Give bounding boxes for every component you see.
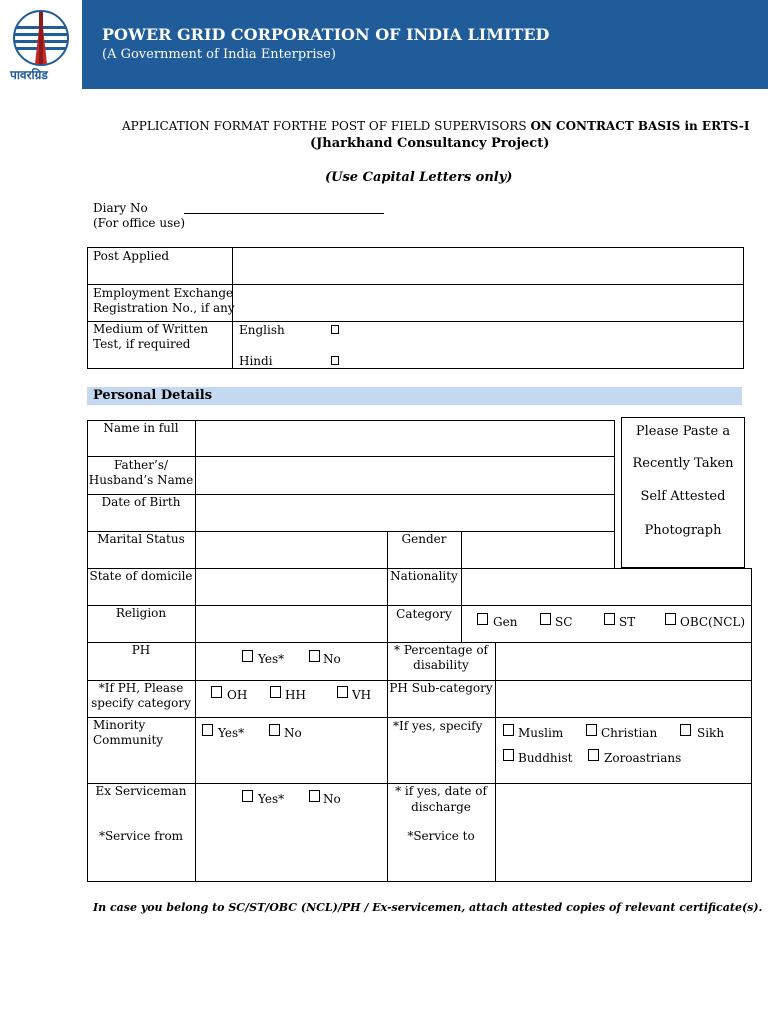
header-banner: [0, 0, 768, 89]
row-line: [87, 284, 744, 285]
dob-field[interactable]: [197, 496, 613, 531]
sikh-label: Sikh: [697, 726, 725, 740]
marital-field[interactable]: [197, 533, 385, 567]
category-label: Category: [396, 607, 452, 621]
buddhist-label: Buddhist: [518, 751, 573, 765]
zoroastrians-label: Zoroastrians: [604, 751, 682, 765]
father-label-2: Husband’s Name: [88, 473, 194, 487]
oh-label: OH: [227, 688, 248, 702]
gender-field[interactable]: [463, 533, 613, 567]
category-sc-checkbox[interactable]: [540, 613, 551, 625]
ph-label: PH: [131, 643, 151, 657]
english-option-label: English: [239, 323, 285, 337]
discharge-date-label-1: * if yes, date of: [395, 784, 487, 798]
sikh-checkbox[interactable]: [680, 724, 691, 736]
vh-label: VH: [352, 688, 372, 702]
ph-no-label: No: [323, 652, 341, 666]
ex-serviceman-no-checkbox[interactable]: [309, 790, 320, 802]
marital-label: Marital Status: [97, 532, 185, 546]
pct-disability-label-2: disability: [413, 658, 469, 672]
ph-yes-checkbox[interactable]: [242, 650, 253, 662]
photo-text-3: Self Attested: [640, 489, 726, 504]
minority-no-checkbox[interactable]: [269, 724, 280, 736]
form-instruction: (Use Capital Letters only): [325, 170, 513, 185]
father-field[interactable]: [197, 458, 613, 493]
christian-checkbox[interactable]: [586, 724, 597, 736]
diary-input-line[interactable]: [184, 213, 384, 214]
emp-exchange-label-1: Employment Exchange: [93, 286, 234, 300]
hh-label: HH: [285, 688, 306, 702]
photo-text-1: Please Paste a: [635, 424, 731, 439]
christian-label: Christian: [601, 726, 658, 740]
category-gen-label: Gen: [493, 615, 518, 629]
nationality-label: Nationality: [390, 569, 458, 583]
category-obc-checkbox[interactable]: [665, 613, 676, 625]
category-sc-label: SC: [555, 615, 573, 629]
photo-text-2: Recently Taken: [632, 456, 734, 471]
ex-serviceman-yes-checkbox[interactable]: [242, 790, 253, 802]
if-ph-label-1: *If PH, Please: [98, 681, 184, 695]
ex-serviceman-no-label: No: [323, 792, 341, 806]
minority-label-2: Community: [93, 733, 164, 747]
name-label: Name in full: [103, 421, 179, 435]
ph-subcategory-field[interactable]: [497, 682, 750, 716]
post-applied-label: Post Applied: [93, 249, 170, 263]
certificate-note: In case you belong to SC/ST/OBC (NCL)/PH / Ex-servicemen, attach attested copies of relevant certificate(s).: [93, 901, 763, 914]
hindi-option-label: Hindi: [239, 354, 273, 368]
service-from-label: *Service from: [98, 829, 184, 843]
ex-serviceman-label: Ex Serviceman: [95, 784, 187, 798]
logo-hindi-text: पावरग्रिड: [10, 68, 48, 82]
category-st-checkbox[interactable]: [604, 613, 615, 625]
religion-field[interactable]: [197, 607, 385, 641]
form-title-line1: APPLICATION FORMAT FORTHE POST OF FIELD SUPERVISORS ON CONTRACT BASIS in ERTS-I: [122, 119, 750, 133]
hh-checkbox[interactable]: [270, 686, 281, 698]
zoroastrians-checkbox[interactable]: [588, 749, 599, 761]
minority-label-1: Minority: [93, 718, 146, 732]
discharge-date-field[interactable]: [497, 785, 750, 880]
category-st-label: ST: [619, 615, 636, 629]
if-yes-specify-label: *If yes, specify: [393, 719, 483, 733]
buddhist-checkbox[interactable]: [503, 749, 514, 761]
row-line: [87, 456, 615, 457]
emp-exchange-label-2: Registration No., if any: [93, 301, 235, 315]
father-label-1: Father’s/: [113, 458, 169, 472]
company-logo: [0, 0, 82, 89]
oh-checkbox[interactable]: [211, 686, 222, 698]
emp-exchange-field[interactable]: [234, 286, 742, 320]
pct-disability-field[interactable]: [497, 645, 750, 679]
diary-sub-label: (For office use): [93, 216, 186, 230]
company-subtitle: (A Government of India Enterprise): [102, 47, 336, 62]
category-gen-checkbox[interactable]: [477, 613, 488, 625]
domicile-label: State of domicile: [89, 569, 193, 583]
vh-checkbox[interactable]: [337, 686, 348, 698]
ph-yes-label: Yes*: [258, 652, 285, 666]
gender-label: Gender: [401, 532, 447, 546]
domicile-field[interactable]: [197, 570, 385, 604]
nationality-field[interactable]: [463, 570, 750, 604]
form-title-line2: (Jharkhand Consultancy Project): [310, 136, 550, 151]
english-checkbox[interactable]: [331, 325, 339, 334]
post-applied-field[interactable]: [234, 249, 742, 283]
minority-yes-checkbox[interactable]: [202, 724, 213, 736]
pct-disability-label-1: * Percentage of: [394, 643, 488, 657]
ex-serviceman-yes-label: Yes*: [258, 792, 285, 806]
muslim-checkbox[interactable]: [503, 724, 514, 736]
minority-yes-label: Yes*: [218, 726, 245, 740]
religion-label: Religion: [115, 606, 167, 620]
photo-text-4: Photograph: [644, 523, 722, 538]
service-to-label: *Service to: [407, 829, 475, 843]
name-field[interactable]: [197, 422, 613, 455]
right-value-divider: [495, 643, 496, 882]
dob-label: Date of Birth: [101, 495, 181, 509]
diary-label: Diary No: [93, 201, 148, 215]
company-name: POWER GRID CORPORATION OF INDIA LIMITED: [102, 25, 550, 44]
medium-label-2: Test, if required: [93, 337, 191, 351]
category-obc-label: OBC(NCL): [680, 615, 746, 629]
if-ph-label-2: specify category: [91, 696, 191, 710]
discharge-date-label-2: discharge: [411, 800, 471, 814]
personal-details-title: Personal Details: [93, 388, 213, 403]
service-from-field[interactable]: [197, 820, 385, 880]
hindi-checkbox[interactable]: [331, 356, 339, 365]
minority-no-label: No: [284, 726, 302, 740]
ph-no-checkbox[interactable]: [309, 650, 320, 662]
muslim-label: Muslim: [518, 726, 564, 740]
row-line: [87, 717, 752, 718]
medium-label-1: Medium of Written: [93, 322, 209, 336]
ph-subcategory-label: PH Sub-category: [389, 681, 493, 695]
